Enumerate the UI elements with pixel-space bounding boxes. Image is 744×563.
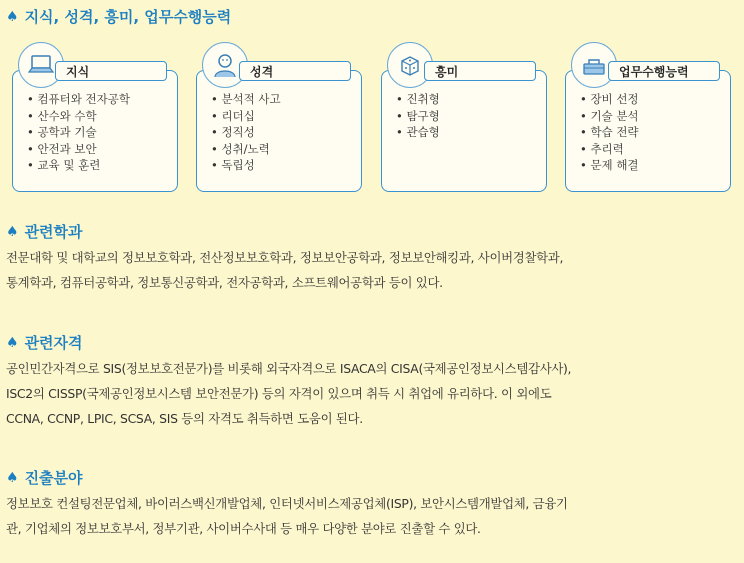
card-interest <box>381 64 547 192</box>
section-heading-traits <box>6 6 231 27</box>
list-item: • 관습형 <box>396 124 440 141</box>
card-title: 성격 <box>239 61 351 81</box>
card-list <box>396 91 440 141</box>
list-item: • 교육 및 훈련 <box>27 157 130 174</box>
paragraph-related-majors <box>6 245 738 295</box>
list-item: • 성취/노력 <box>211 141 281 158</box>
section-title: 지식, 성격, 흥미, 업무수행능력 <box>24 8 232 26</box>
list-item: • 기술 분석 <box>580 108 639 125</box>
list-item: • 진취형 <box>396 91 440 108</box>
list-item: • 추리력 <box>580 141 639 158</box>
card-knowledge <box>12 64 178 192</box>
card-personality <box>196 64 362 192</box>
section-title: 관련학과 <box>24 223 83 241</box>
paragraph-line: 정보보호 컨설팅전문업체, 바이러스백신개발업체, 인터넷서비스제공업체(ISP), 보안시스템개발업체, 금융기 <box>6 496 568 511</box>
paragraph-certifications <box>6 356 738 431</box>
list-item: • 문제 해결 <box>580 157 639 174</box>
paragraph-line: 공인민간자격으로 SIS(정보보호전문가)를 비롯해 외국자격으로 ISACA의 CISA(국제공인정보시스템감사사), <box>6 361 572 376</box>
list-item: • 리더십 <box>211 108 281 125</box>
card-title: 흥미 <box>424 61 536 81</box>
list-item: • 안전과 보안 <box>27 141 130 158</box>
spade-icon: ♠ <box>6 334 19 351</box>
list-item: • 공학과 기술 <box>27 124 130 141</box>
list-item: • 학습 전략 <box>580 124 639 141</box>
paragraph-line: CCNA, CCNP, LPIC, SCSA, SIS 등의 자격도 취득하면 도움이 된다. <box>6 411 363 426</box>
spade-icon: ♠ <box>6 469 19 486</box>
spade-icon: ♠ <box>6 223 19 240</box>
card-list <box>580 91 639 174</box>
spade-icon: ♠ <box>6 8 19 25</box>
list-item: • 독립성 <box>211 157 281 174</box>
paragraph-line: 통계학과, 컴퓨터공학과, 정보통신공학과, 전자공학과, 소프트웨어공학과 등이 있다. <box>6 275 443 290</box>
paragraph-line: 관, 기업체의 정보보호부서, 정부기관, 사이버수사대 등 매우 다양한 분야로 진출할 수 있다. <box>6 521 481 536</box>
section-heading-career-fields <box>6 467 83 488</box>
card-list <box>211 91 281 174</box>
card-list <box>27 91 130 174</box>
section-heading-related-majors <box>6 221 83 242</box>
list-item: • 탐구형 <box>396 108 440 125</box>
section-title: 관련자격 <box>24 334 83 352</box>
list-item: • 정직성 <box>211 124 281 141</box>
card-job-skills <box>565 64 731 192</box>
section-heading-certifications <box>6 332 83 353</box>
list-item: • 장비 선정 <box>580 91 639 108</box>
paragraph-line: 전문대학 및 대학교의 정보보호학과, 전산정보보호학과, 정보보안공학과, 정보보안해킹과, 사이버경찰학과, <box>6 250 564 265</box>
section-title: 진출분야 <box>24 469 83 487</box>
card-title: 업무수행능력 <box>608 61 720 81</box>
paragraph-line: ISC2의 CISSP(국제공인정보시스템 보안전문가) 등의 자격이 있으며 취득 시 취업에 유리하다. 이 외에도 <box>6 386 552 401</box>
list-item: • 산수와 수학 <box>27 108 130 125</box>
card-title: 지식 <box>55 61 167 81</box>
list-item: • 분석적 사고 <box>211 91 281 108</box>
list-item: • 컴퓨터와 전자공학 <box>27 91 130 108</box>
paragraph-career-fields <box>6 491 738 541</box>
